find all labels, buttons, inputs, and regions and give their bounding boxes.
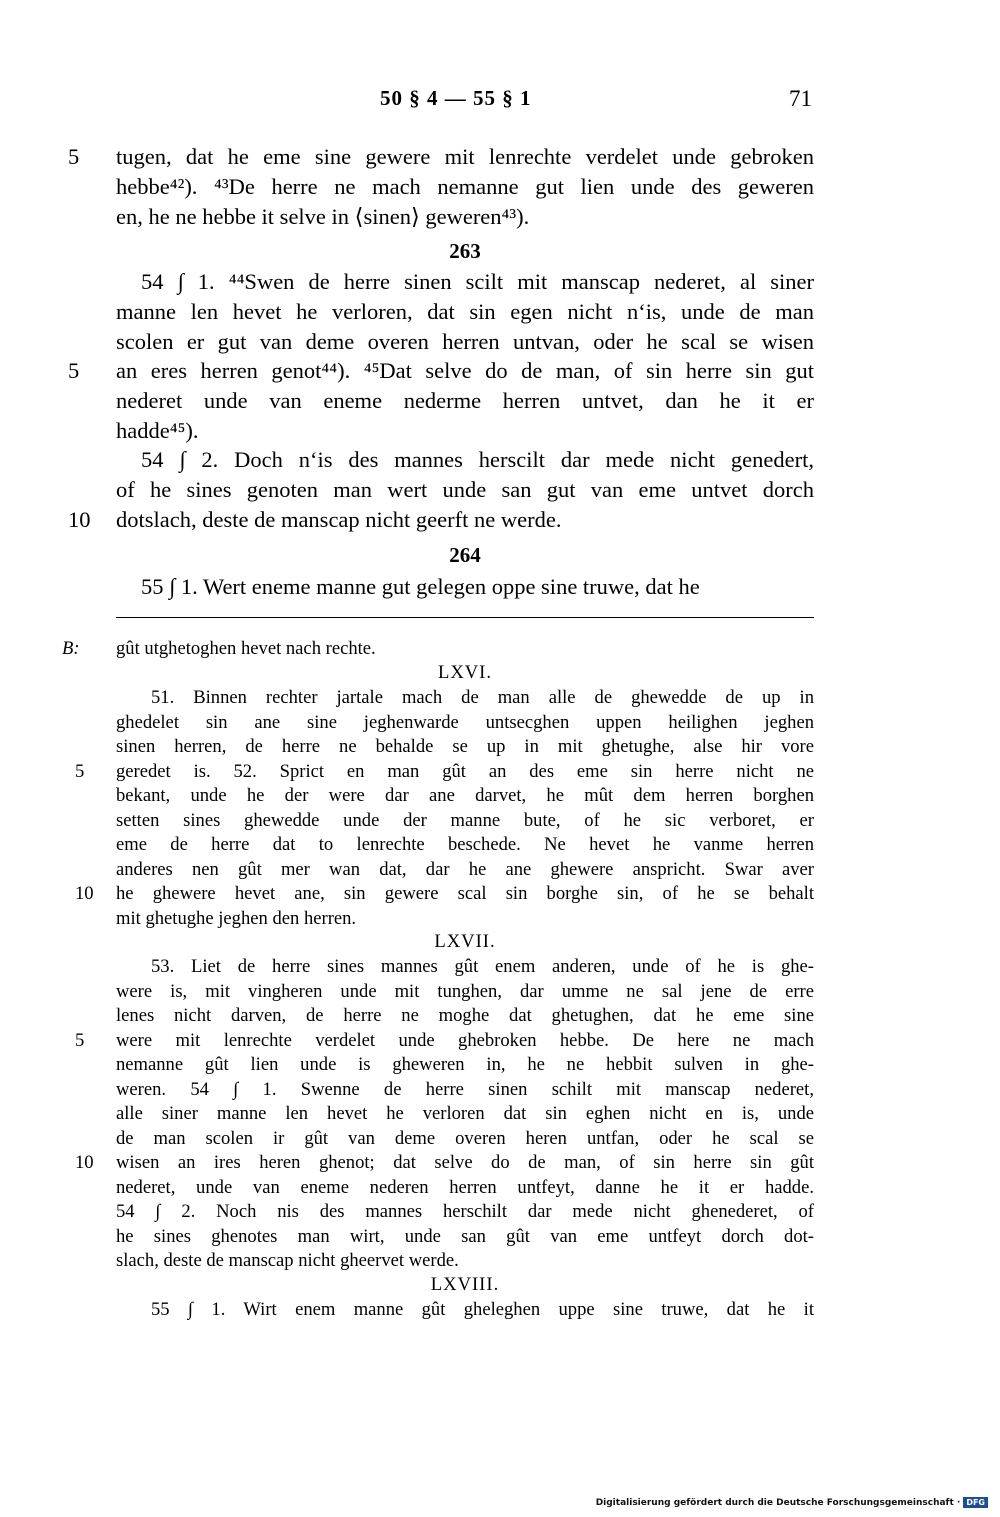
text-line: scolen er gut van deme overen herren untvan, oder he scal se wisen [116,328,814,354]
text-line: nederet, unde van eneme nederen herren untfeyt, danne he it er hadde. [116,1176,814,1198]
page-header [0,86,1000,120]
text-line: were is, mit vingheren unde mit tunghen, dar umme ne sal jene de erre [116,980,814,1002]
text-line: 54 ∫ 2. Noch nis des mannes herschilt dar mede nicht ghenederet, of [116,1201,814,1222]
text-line: of he sines genoten man wert unde san gut van eme untvet dorch [116,476,814,502]
line-number: 5 [68,358,80,383]
text-line: 55 ∫ 1. Wert eneme manne gut gelegen oppe sine truwe, dat he [141,574,700,599]
line-number: 5 [75,761,85,782]
text-line: eme de herre dat to lenrechte beschede. Ne hevet he vanme herren [116,834,814,855]
running-title: 50 § 4 — 55 § 1 [380,86,532,110]
main-paragraph-1 [116,142,814,231]
text-line: he sines ghenotes man wirt, unde san gût van eme untfeyt dorch dot- [116,1225,814,1247]
text-line: 54 ∫ 1. ⁴⁴Swen de herre sinen scilt mit manscap nederet, al siner [141,269,814,294]
text-line: 55 ∫ 1. Wirt enem manne gût gheleghen uppe sine truwe, dat he it [151,1299,814,1320]
text-line: 54 ∫ 2. Doch n‘is des mannes herscilt dar mede nicht genedert, [141,447,814,472]
text-line: manne len hevet he verloren, dat sin egen nicht n‘is, unde de man [116,298,814,324]
apparatus-intro [116,637,814,662]
text-line: tugen, dat he eme sine gewere mit lenrechte verdelet unde gebroken [116,144,814,169]
section-number: 264 [449,543,481,567]
text-line: bekant, unde he der were dar ane darvet, he mût dem herren borghen [116,785,814,806]
text-line: an eres herren genot⁴⁴). ⁴⁵Dat selve do de man, of sin herre sin gut [116,358,814,384]
footnote-rule [116,617,814,618]
line-number: 10 [75,1152,94,1173]
dfg-logo: DFG [963,1497,988,1508]
text-line: anderes nen gût mer wan dat, dar he ane ghewere anspricht. Swar aver [116,858,814,880]
line-number: 5 [75,1030,85,1051]
text-line: hadde⁴⁵). [116,417,199,443]
text-line: geredet is. 52. Sprict en man gût an des eme sin herre nicht ne [116,760,814,782]
main-paragraph-4 [116,572,814,602]
text-line: hebbe⁴²). ⁴³De herre ne mach nemanne gut lien unde des geweren [116,173,814,199]
chapter-heading: LXVII. [434,931,496,952]
text-line: ghedelet sin ane sine jeghenwarde untsecghen uppen heilighen jeghen [116,711,814,733]
text-line: alle siner manne len hevet he verloren dat sin eghen nicht en is, unde [116,1103,814,1124]
text-line: nederet unde van eneme nederme herren untvet, dan he it er [116,388,814,414]
text-line: en, he ne hebbe it selve in ⟨sinen⟩ geweren⁴³). [116,203,530,229]
main-paragraph-2 [116,267,814,446]
apparatus-chapter-67 [116,955,814,1274]
text-line: de man scolen ir gût van deme overen heren untfan, oder he scal se [116,1127,814,1149]
text-line: were mit lenrechte verdelet unde ghebroken hebbe. De here ne mach [116,1029,814,1051]
text-line: sinen herren, de herre ne behalde se up in mit ghetughe, alse hir vore [116,736,814,757]
text-line: wisen an ires heren ghenot; dat selve do de man, of sin herre sin gût [116,1152,814,1173]
text-line: setten sines ghewedde unde der manne bute, of he sic verboret, er [116,809,814,831]
text-line: he ghewere hevet ane, sin gewere scal sin borghe sin, of he se behalt [116,883,814,904]
text-line: mit ghetughe jeghen den herren. [116,907,357,929]
line-number: 5 [68,144,80,169]
apparatus-chapter-66 [116,686,814,931]
text-line: gût utghetoghen hevet nach rechte. [116,638,376,659]
text-line: slach, deste de manscap nicht gheervet werde. [116,1250,459,1271]
apparatus-chapter-68 [116,1298,814,1323]
text-line: 53. Liet de herre sines mannes gût enem anderen, unde of he is ghe- [151,956,814,977]
chapter-heading: LXVIII. [430,1274,500,1295]
manuscript-siglum: B: [62,638,80,659]
line-number: 10 [75,883,94,904]
text-line: nemanne gût lien unde is gheweren in, he ne hebbit sulven in ghe- [116,1054,814,1075]
page-number: 71 [789,86,812,111]
text-line: 51. Binnen rechter jartale mach de man alle de ghewedde de up in [151,687,814,708]
text-line: dotslach, deste de manscap nicht geerft ne werde. [116,506,562,532]
line-number: 10 [68,507,91,532]
section-number: 263 [449,239,481,263]
text-line: lenes nicht darven, de herre ne moghe dat ghetughen, dat he eme sine [116,1005,814,1026]
digitization-credit [596,1497,988,1508]
text-line: weren. 54 ∫ 1. Swenne de herre sinen schilt mit manscap nederet, [116,1078,814,1100]
chapter-heading: LXVI. [437,662,493,683]
main-paragraph-3 [116,445,814,534]
credit-text: Digitalisierung gefördert durch die Deutsche Forschungsgemeinschaft · [595,1497,961,1508]
